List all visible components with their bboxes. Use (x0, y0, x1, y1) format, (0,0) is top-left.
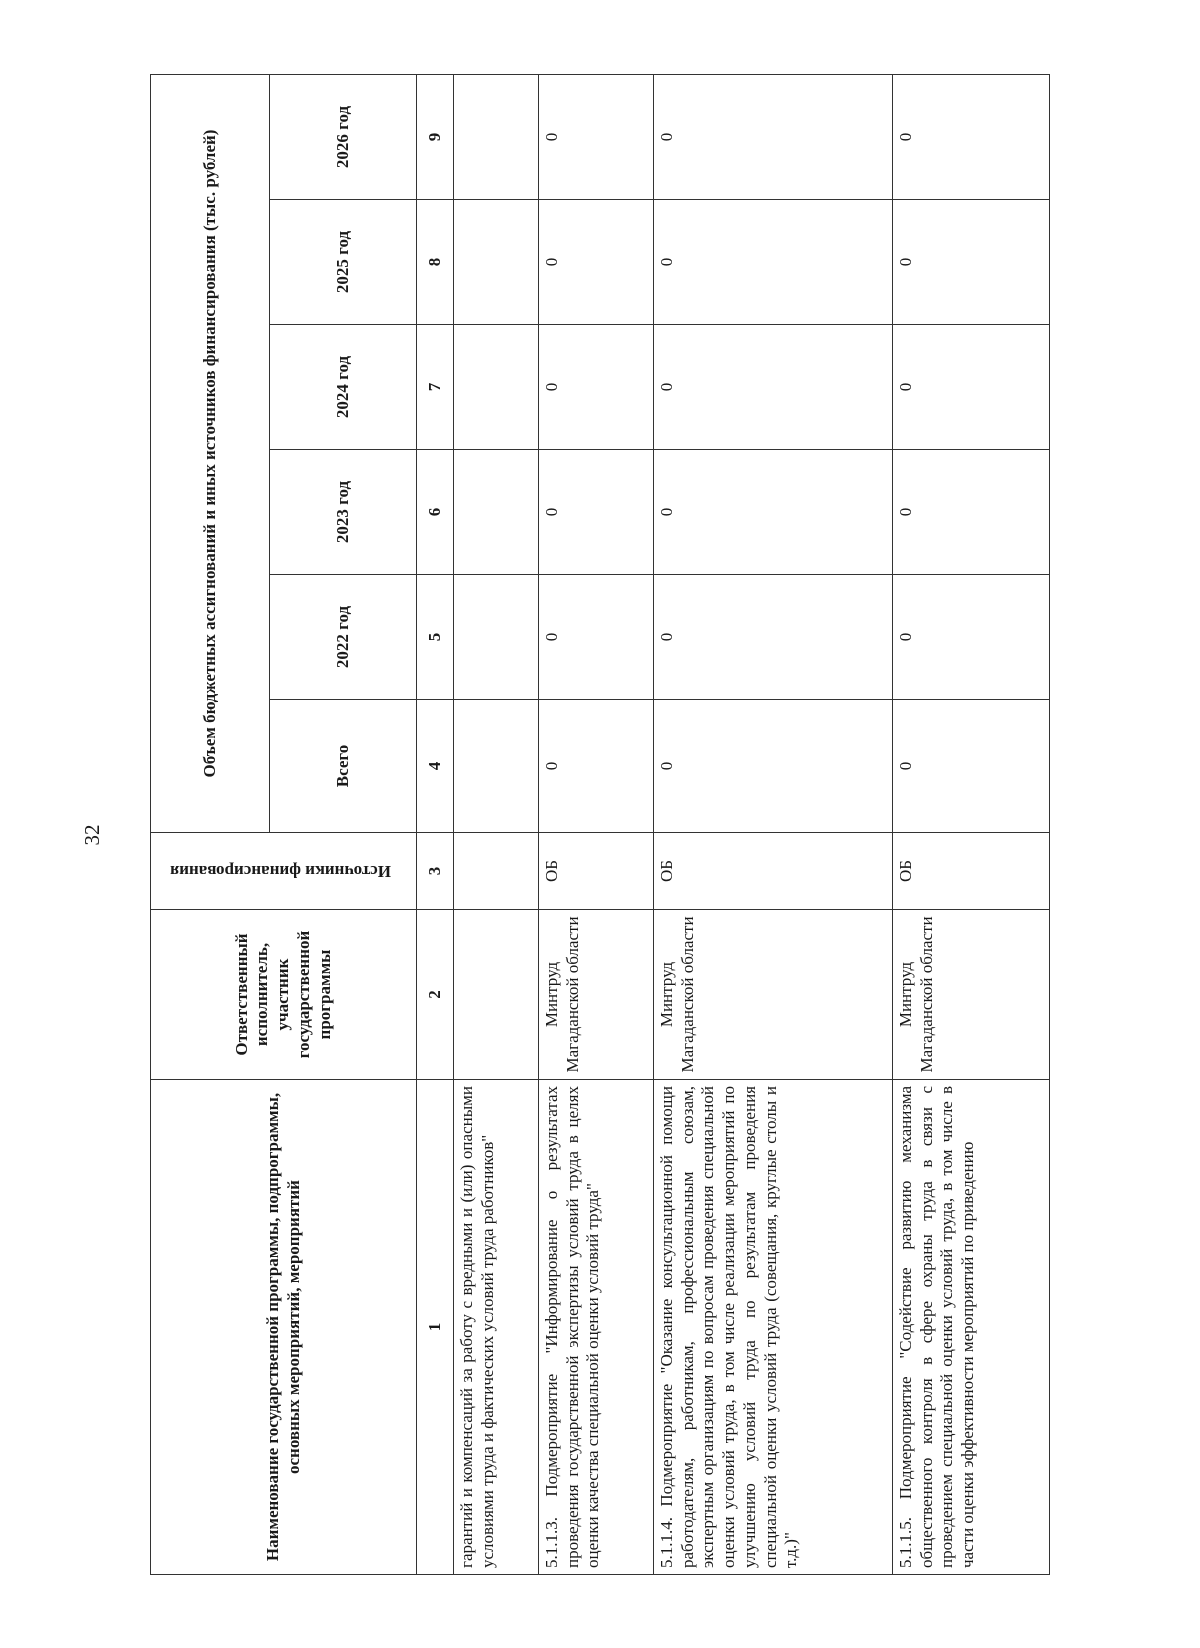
column-number: 4 (417, 700, 454, 833)
row-value-2023: 0 (539, 450, 654, 575)
row-value-2023: 0 (893, 450, 1050, 575)
header-year-2023: 2023 год (270, 450, 417, 575)
row-value-total: 0 (539, 700, 654, 833)
row-executor (454, 910, 539, 1080)
header-funding-source (151, 833, 417, 910)
row-value-2025: 0 (893, 200, 1050, 325)
row-source: ОБ (893, 833, 1050, 910)
column-number: 3 (417, 833, 454, 910)
header-year-total: Всего (270, 700, 417, 833)
header-year-2025: 2025 год (270, 200, 417, 325)
header-program-name: Наименование государственной программы, подпрограммы, основных мероприятий, мероприятий (151, 1080, 417, 1575)
row-source: ОБ (654, 833, 893, 910)
row-value-total: 0 (654, 700, 893, 833)
column-number: 1 (417, 1080, 454, 1575)
table-row (654, 74, 893, 1574)
row-value-2025 (454, 200, 539, 325)
column-number: 5 (417, 575, 454, 700)
column-numbers-row (417, 74, 454, 1574)
row-name: гарантий и компенсаций за работу с вредными и (или) опасными условиями труда и фактических условий труда работников" (454, 1080, 539, 1575)
row-source: ОБ (539, 833, 654, 910)
row-value-2026: 0 (654, 74, 893, 199)
row-value-2022: 0 (893, 575, 1050, 700)
row-value-2025: 0 (539, 200, 654, 325)
row-name: 5.1.1.5. Подмероприятие "Содействие развитию механизма общественного контроля в сфере охраны труда в связи с проведением специальной оценки условий труда, в том числе в части оценки эффективности мероприятий по приведению (893, 1080, 1050, 1575)
row-value-2024: 0 (539, 325, 654, 450)
row-value-2023: 0 (654, 450, 893, 575)
row-executor: Минтруд Магаданской области (893, 910, 1050, 1080)
table-row (454, 74, 539, 1574)
rotated-table-container (150, 75, 1200, 1575)
header-row-1 (151, 74, 270, 1574)
row-value-2024: 0 (654, 325, 893, 450)
page-number: 32 (80, 824, 104, 846)
row-value-2024: 0 (893, 325, 1050, 450)
row-value-2026: 0 (539, 74, 654, 199)
header-executor: Ответственный исполнитель, участник государственной программы (151, 910, 417, 1080)
table-row (893, 74, 1050, 1574)
column-number: 9 (417, 74, 454, 199)
row-executor: Минтруд Магаданской области (654, 910, 893, 1080)
header-funding-group: Объем бюджетных ассигнований и иных источников финансирования (тыс. рублей) (151, 74, 270, 832)
row-value-2022: 0 (654, 575, 893, 700)
row-source (454, 833, 539, 910)
column-number: 8 (417, 200, 454, 325)
financing-table (150, 74, 1050, 1575)
header-funding-source-label: Источники финансирования (170, 862, 392, 882)
header-year-2026: 2026 год (270, 74, 417, 199)
row-value-total (454, 700, 539, 833)
column-number: 2 (417, 910, 454, 1080)
row-name: 5.1.1.4. Подмероприятие "Оказание консультационной помощи работодателям, работникам, профессиональным союзам, экспертным организациям по вопросам проведения специальной оценки условий труда, в том числе реализации мероприятий по улучшению условий труда по результатам проведения специальной оценки условий труда (совещания, круглые столы и т.д.)" (654, 1080, 893, 1575)
row-value-2024 (454, 325, 539, 450)
row-value-2026 (454, 74, 539, 199)
header-year-2024: 2024 год (270, 325, 417, 450)
row-value-2026: 0 (893, 74, 1050, 199)
row-value-2022 (454, 575, 539, 700)
column-number: 6 (417, 450, 454, 575)
column-number: 7 (417, 325, 454, 450)
header-year-2022: 2022 год (270, 575, 417, 700)
row-executor: Минтруд Магаданской области (539, 910, 654, 1080)
row-value-2022: 0 (539, 575, 654, 700)
row-value-total: 0 (893, 700, 1050, 833)
table-row (539, 74, 654, 1574)
row-value-2025: 0 (654, 200, 893, 325)
row-name: 5.1.1.3. Подмероприятие "Информирование о результатах проведения государственной экспертизы условий труда в целях оценки качества специальной оценки условий труда" (539, 1080, 654, 1575)
row-value-2023 (454, 450, 539, 575)
